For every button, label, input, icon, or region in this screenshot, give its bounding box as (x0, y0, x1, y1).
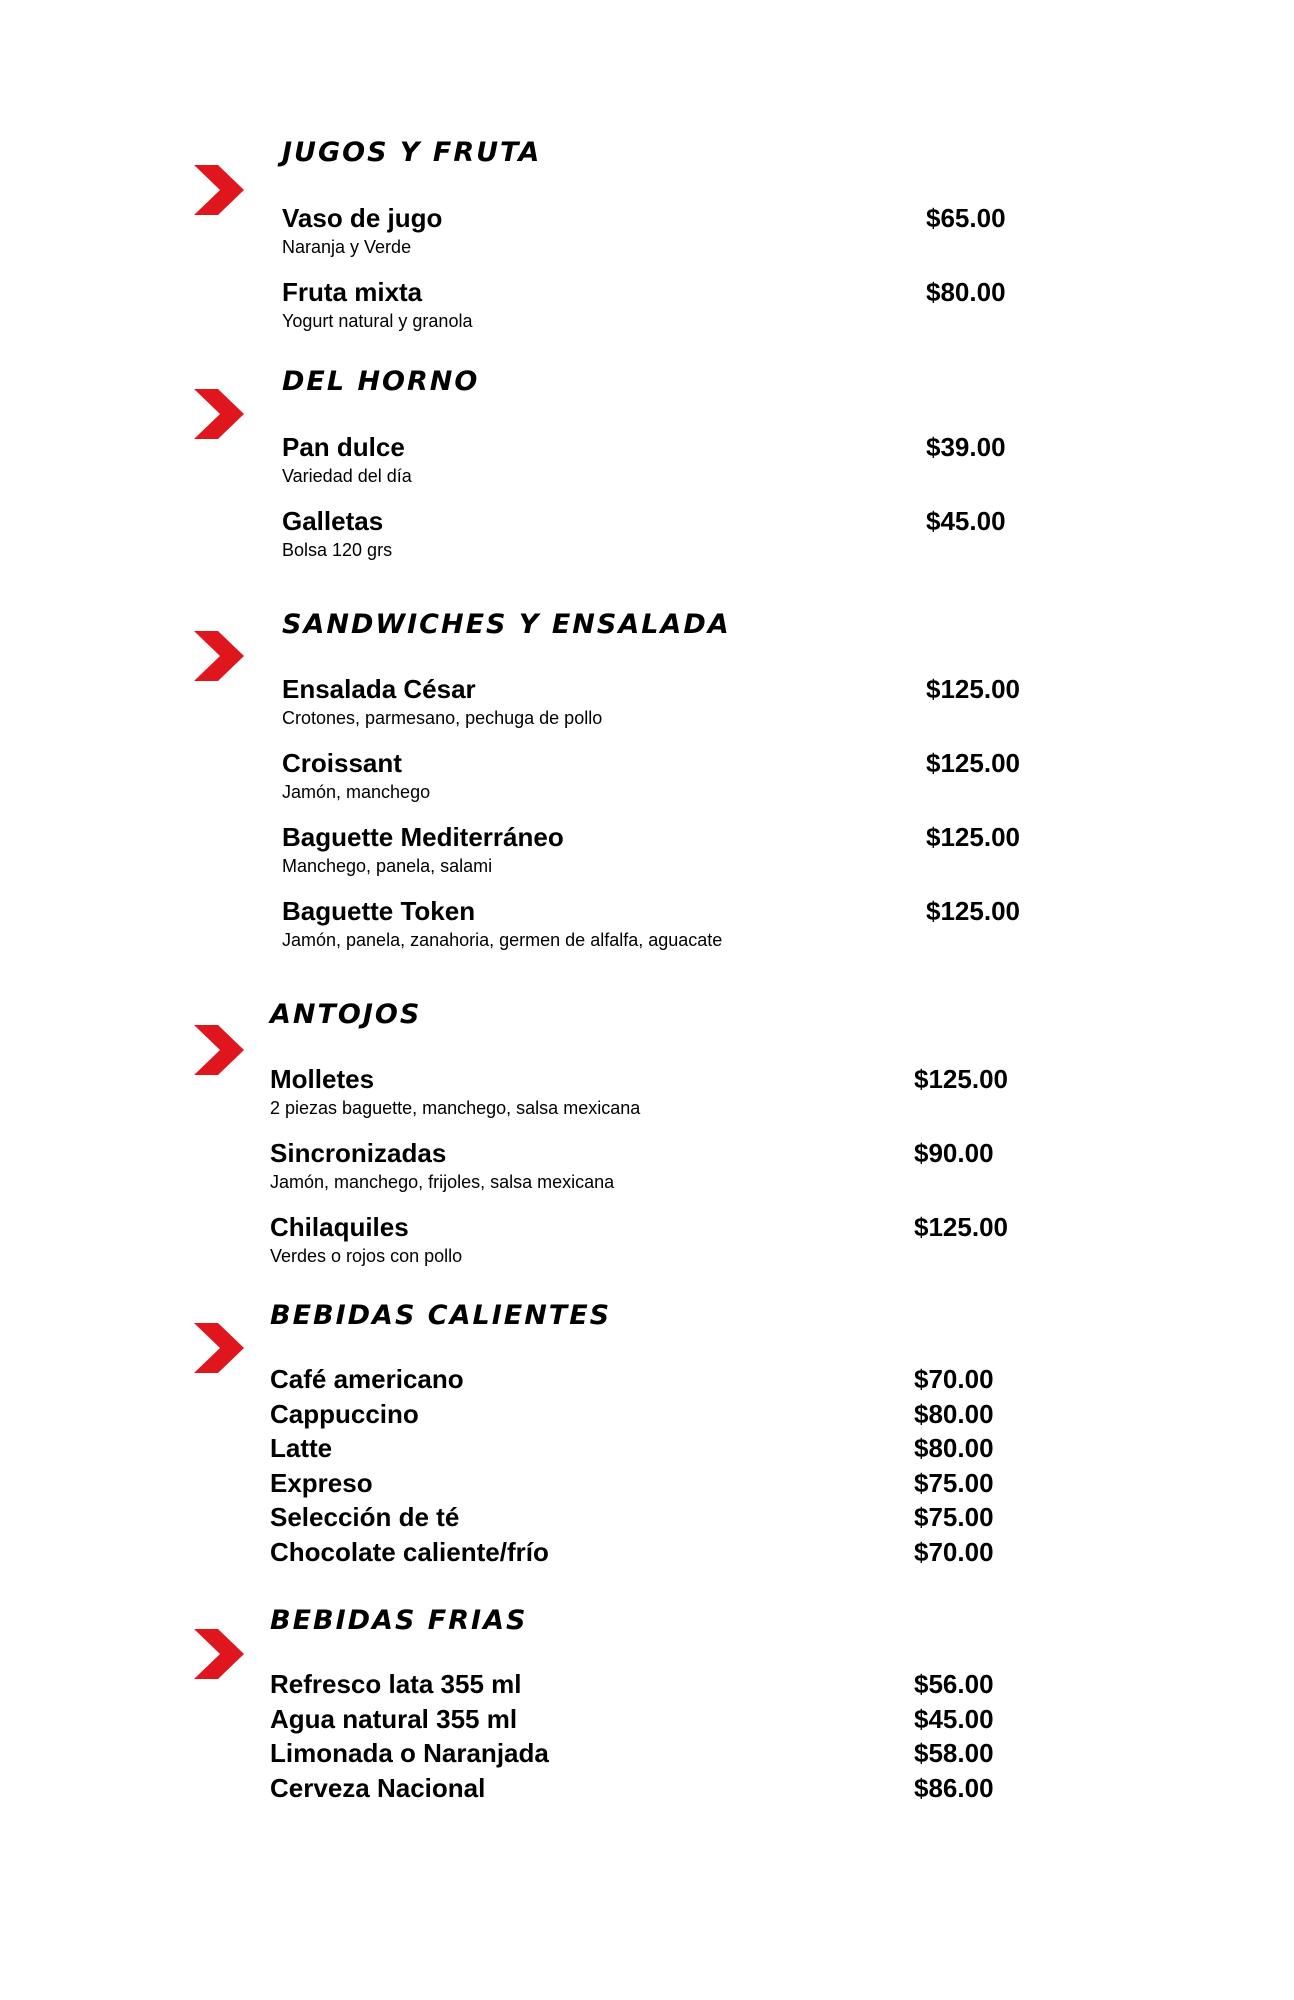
item-name: Sincronizadas (270, 1138, 447, 1168)
item-price: $125.00 (926, 822, 1020, 852)
item-name: Chilaquiles (270, 1212, 409, 1242)
chevron-right-icon (194, 1323, 244, 1373)
item-price: $90.00 (914, 1138, 994, 1168)
section-title: ANTOJOS (270, 999, 422, 1030)
item-description: Crotones, parmesano, pechuga de pollo (282, 708, 603, 728)
item-description: Naranja y Verde (282, 237, 412, 257)
section-title: SANDWICHES Y ENSALADA (282, 609, 731, 640)
section-title: JUGOS Y FRUTA (282, 137, 542, 168)
item-price: $86.00 (914, 1772, 994, 1803)
item-name: Pan dulce (282, 432, 405, 462)
item-name: Ensalada César (282, 674, 476, 704)
item-price: $75.00 (914, 1467, 994, 1498)
item-name: Baguette Token (282, 896, 476, 926)
item-description: 2 piezas baguette, manchego, salsa mexicana (270, 1098, 641, 1118)
item-name: Cerveza Nacional (270, 1772, 486, 1803)
item-description: Yogurt natural y granola (282, 311, 473, 331)
section-title: DEL HORNO (282, 366, 480, 397)
section-title: BEBIDAS CALIENTES (270, 1300, 612, 1331)
section-title: BEBIDAS FRIAS (270, 1605, 528, 1636)
item-description: Bolsa 120 grs (282, 540, 393, 560)
item-name: Fruta mixta (282, 277, 423, 307)
item-description: Verdes o rojos con pollo (270, 1246, 463, 1266)
item-price: $125.00 (926, 748, 1020, 778)
item-price: $80.00 (926, 277, 1006, 307)
item-price: $70.00 (914, 1536, 994, 1567)
item-price: $125.00 (914, 1212, 1008, 1242)
item-name: Expreso (270, 1467, 373, 1498)
item-price: $39.00 (926, 432, 1006, 462)
item-name: Selección de té (270, 1502, 460, 1532)
item-name: Baguette Mediterráneo (282, 822, 564, 852)
item-description: Jamón, manchego (282, 782, 431, 802)
item-price: $125.00 (926, 674, 1020, 704)
item-name: Limonada o Naranjada (270, 1738, 549, 1768)
item-description: Manchego, panela, salami (282, 856, 493, 876)
item-description: Jamón, panela, zanahoria, germen de alfalfa, aguacate (282, 930, 723, 950)
item-name: Croissant (282, 748, 402, 778)
item-price: $65.00 (926, 203, 1006, 233)
item-price: $75.00 (914, 1502, 994, 1532)
item-price: $45.00 (926, 506, 1006, 536)
item-price: $125.00 (926, 896, 1020, 926)
item-name: Cappuccino (270, 1398, 419, 1429)
item-name: Galletas (282, 506, 384, 536)
item-description: Jamón, manchego, frijoles, salsa mexicana (270, 1172, 615, 1192)
chevron-right-icon (194, 631, 244, 681)
item-price: $80.00 (914, 1398, 994, 1429)
item-name: Refresco lata 355 ml (270, 1669, 522, 1699)
item-name: Latte (270, 1433, 333, 1463)
item-price: $58.00 (914, 1738, 994, 1768)
item-price: $45.00 (914, 1703, 994, 1734)
chevron-right-icon (194, 389, 244, 439)
chevron-right-icon (194, 1025, 244, 1075)
item-name: Café americano (270, 1364, 464, 1394)
chevron-right-icon (194, 165, 244, 215)
item-name: Molletes (270, 1064, 375, 1094)
item-price: $56.00 (914, 1669, 994, 1699)
item-name: Vaso de jugo (282, 203, 443, 233)
item-price: $125.00 (914, 1064, 1008, 1094)
item-price: $70.00 (914, 1364, 994, 1394)
item-name: Agua natural 355 ml (270, 1703, 518, 1734)
chevron-right-icon (194, 1629, 244, 1679)
item-name: Chocolate caliente/frío (270, 1536, 549, 1567)
item-description: Variedad del día (282, 466, 412, 486)
item-price: $80.00 (914, 1433, 994, 1463)
